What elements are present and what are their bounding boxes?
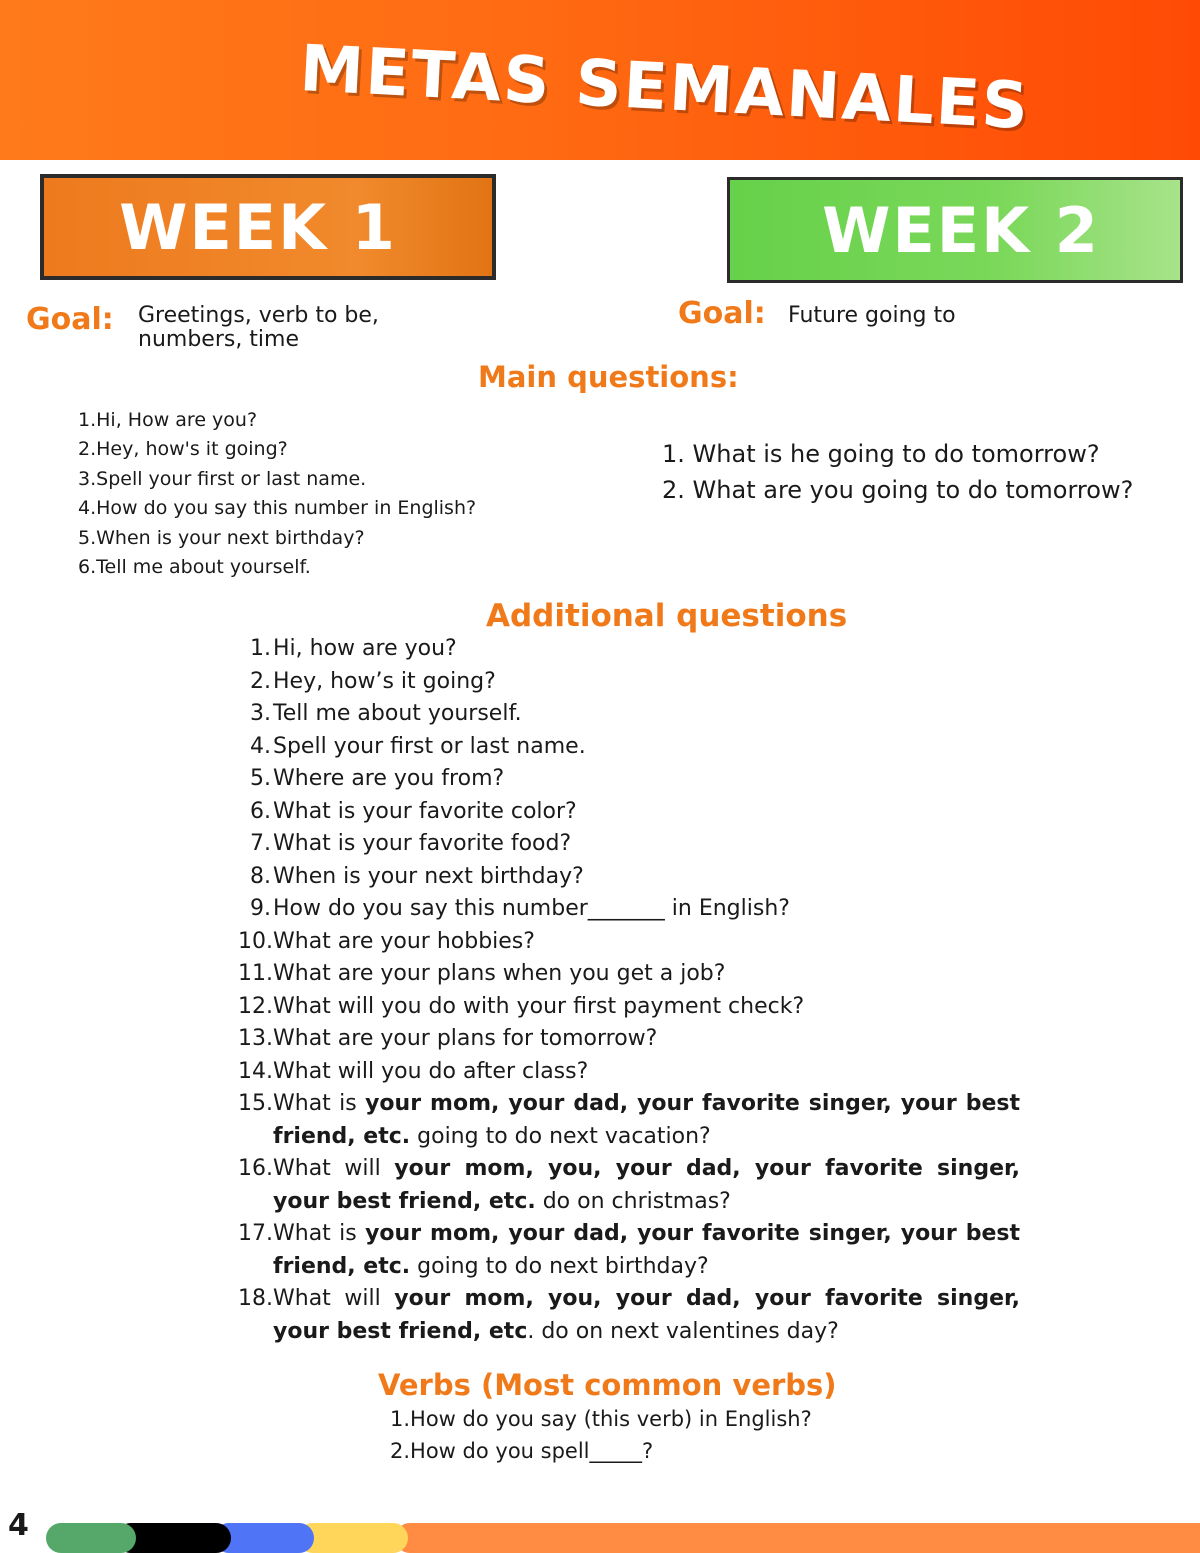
- footer-bar-green: [46, 1523, 136, 1553]
- list-item-number: 7.: [250, 831, 271, 856]
- list-item: 6.Tell me about yourself.: [78, 555, 311, 578]
- list-item: [238, 828, 1020, 861]
- list-item-number: 11.: [238, 961, 273, 986]
- verbs-question-list: [390, 1403, 812, 1467]
- list-item: [238, 633, 1020, 666]
- week-1-label: WEEK 1: [119, 190, 397, 264]
- list-item: [238, 1283, 1020, 1348]
- list-item: 4.How do you say this number in English?: [78, 497, 477, 520]
- list-item: [238, 1218, 1020, 1283]
- list-item: 1.How do you say (this verb) in English?: [390, 1407, 812, 1431]
- list-item-number: 6.: [250, 798, 271, 824]
- list-item-text: What is your favorite food?: [273, 831, 572, 856]
- list-item: 2.Hey, how's it going?: [78, 438, 288, 461]
- list-item: 1.Hi, How are you?: [78, 409, 258, 431]
- list-item: [238, 731, 1020, 764]
- page-title: METAS SEMANALES: [298, 32, 1032, 145]
- list-item-text: What will your mom, you, your dad, your favorite singer, your best friend, etc. do on christmas?: [273, 1156, 1020, 1214]
- week-1-banner: [40, 174, 496, 280]
- additional-questions-heading: Additional questions: [486, 598, 848, 634]
- list-item-text: What is your mom, your dad, your favorite singer, your best friend, etc. going to do next birthday?: [273, 1221, 1020, 1279]
- list-item-text: Tell me about yourself.: [273, 701, 522, 726]
- page-number: 4: [8, 1508, 29, 1543]
- list-item-number: 13.: [238, 1026, 273, 1051]
- list-item-text: Hey, how’s it going?: [273, 668, 496, 694]
- list-item-number: 16.: [238, 1156, 273, 1181]
- week-1-goal-text: [138, 304, 379, 352]
- list-item-text: How do you say this number_______ in English?: [273, 896, 790, 921]
- list-item: [238, 666, 1020, 699]
- list-item-number: 1.: [250, 636, 271, 661]
- week-2-goal-text: Future going to: [788, 303, 956, 328]
- list-item-number: 10.: [238, 928, 273, 954]
- list-item-number: 4.: [250, 733, 271, 759]
- list-item-text: What are your hobbies?: [273, 928, 535, 954]
- list-item: 5.When is your next birthday?: [78, 526, 365, 549]
- list-item: [238, 1153, 1020, 1218]
- list-item-text: When is your next birthday?: [273, 863, 584, 889]
- list-item: [238, 1088, 1020, 1153]
- week-2-banner: [727, 177, 1183, 283]
- week-1-goal-line: Greetings, verb to be,: [138, 303, 379, 328]
- main-questions-heading: Main questions:: [478, 360, 739, 394]
- list-item-number: 12.: [238, 993, 273, 1019]
- list-item-text: What is your favorite color?: [273, 798, 577, 824]
- list-item-text: Where are you from?: [273, 766, 505, 791]
- week-2-question-list: [662, 436, 1133, 508]
- list-item: 3.Spell your first or last name.: [78, 467, 367, 490]
- list-item: 2. What are you going to do tomorrow?: [662, 476, 1134, 504]
- list-item: [238, 763, 1020, 796]
- list-item: [238, 926, 1020, 959]
- list-item: [238, 1056, 1020, 1089]
- list-item: [238, 861, 1020, 894]
- list-item-number: 15.: [238, 1091, 273, 1116]
- list-item-text: What are your plans when you get a job?: [273, 961, 726, 986]
- list-item-text: What will your mom, you, your dad, your favorite singer, your best friend, etc. do on next valentines day?: [273, 1286, 1020, 1344]
- list-item: 1. What is he going to do tomorrow?: [662, 440, 1100, 468]
- footer-bar-orange: [395, 1523, 1200, 1553]
- week-2-label: WEEK 2: [822, 193, 1100, 267]
- list-item-number: 18.: [238, 1286, 273, 1311]
- list-item-text: Spell your first or last name.: [273, 733, 586, 759]
- list-item-number: 17.: [238, 1221, 273, 1246]
- week-2-goal-label: Goal:: [678, 296, 766, 331]
- list-item: [238, 796, 1020, 829]
- list-item-number: 2.: [250, 668, 271, 694]
- list-item: [238, 958, 1020, 991]
- list-item: [238, 893, 1020, 926]
- week-1-goal-label: Goal:: [26, 302, 114, 337]
- page-header: [0, 0, 1200, 160]
- list-item: [238, 698, 1020, 731]
- footer-bar-yellow: [298, 1523, 408, 1553]
- list-item-number: 14.: [238, 1058, 273, 1084]
- list-item-text: Hi, how are you?: [273, 636, 457, 661]
- list-item-text: What will you do after class?: [273, 1058, 589, 1084]
- list-item-text: What will you do with your first payment check?: [273, 993, 805, 1019]
- list-item: [238, 991, 1020, 1024]
- week-1-goal-line: numbers, time: [138, 327, 300, 352]
- list-item-number: 8.: [250, 863, 271, 889]
- list-item-number: 5.: [250, 766, 271, 791]
- list-item-number: 3.: [250, 701, 271, 726]
- list-item-text: What are your plans for tomorrow?: [273, 1026, 658, 1051]
- week-1-question-list: [78, 406, 476, 582]
- list-item: [238, 1023, 1020, 1056]
- additional-question-list: [238, 633, 1020, 1348]
- list-item-number: 9.: [250, 896, 271, 921]
- list-item-text: What is your mom, your dad, your favorite singer, your best friend, etc. going to do next vacation?: [273, 1091, 1020, 1149]
- verbs-heading: Verbs (Most common verbs): [378, 1368, 837, 1402]
- list-item: 2.How do you spell_____?: [390, 1439, 654, 1463]
